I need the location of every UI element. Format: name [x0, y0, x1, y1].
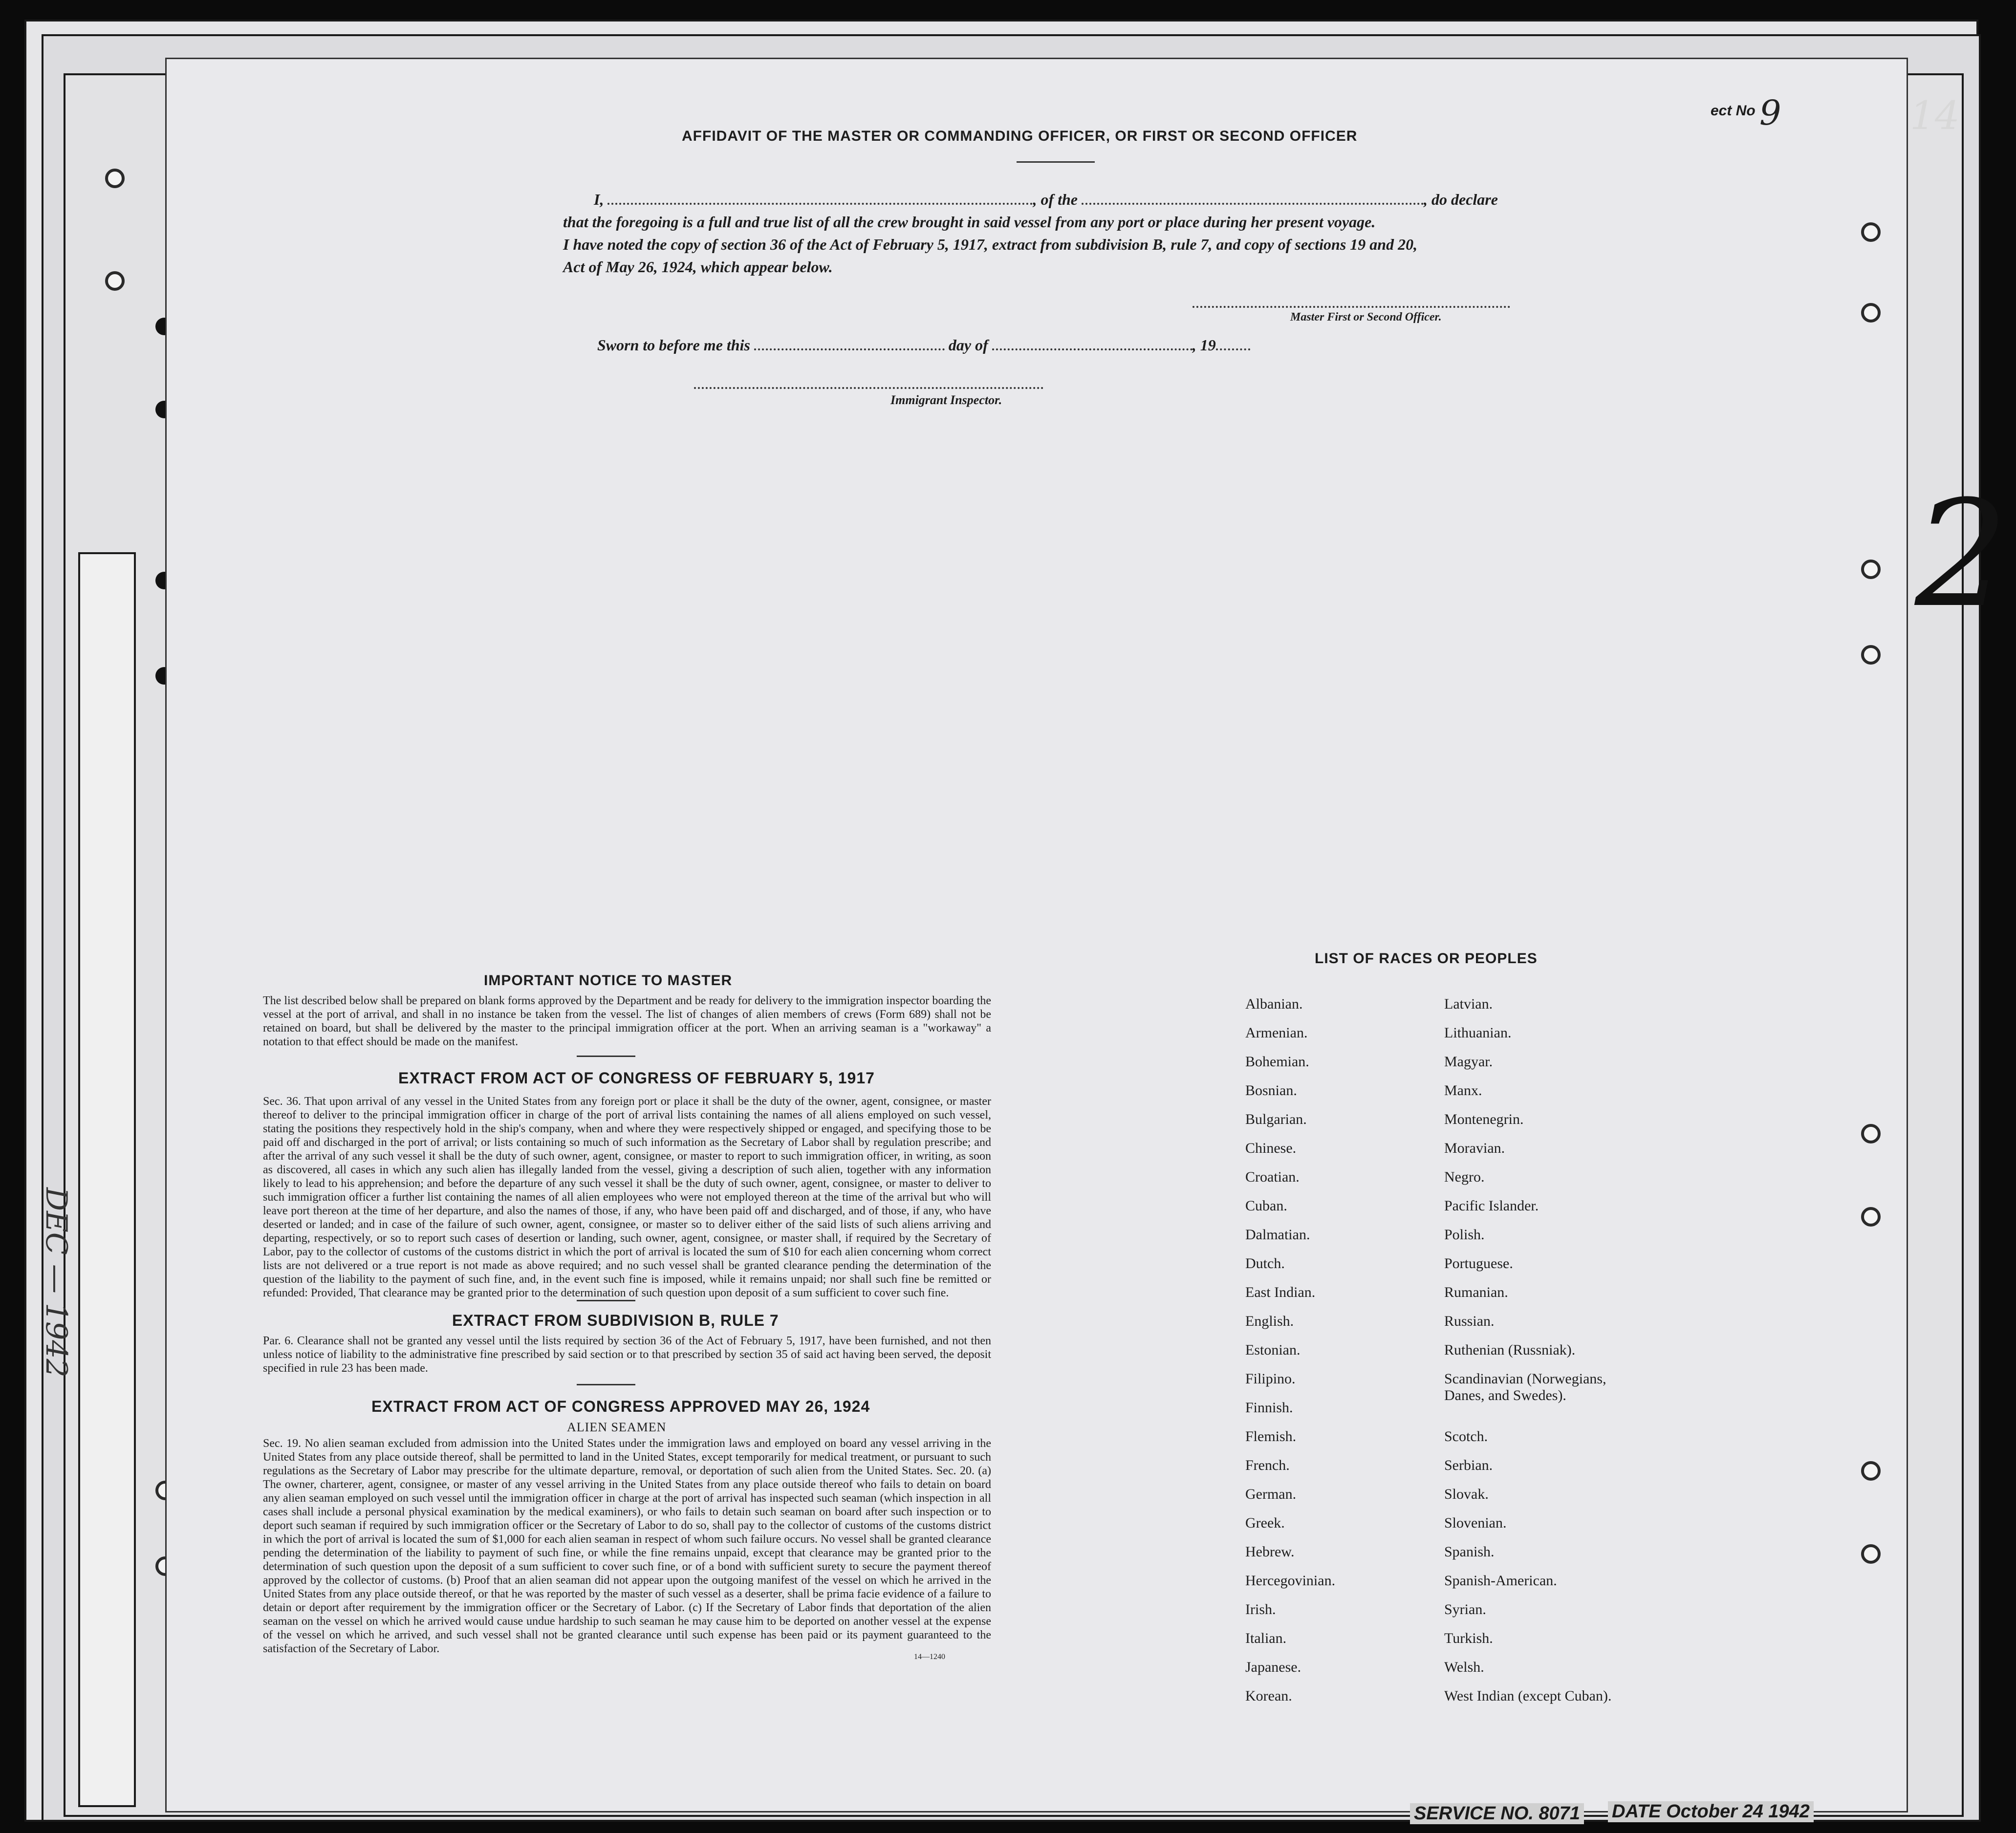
footer-date: DATE October 24 1942 — [1608, 1801, 1814, 1822]
punch-hole — [1861, 222, 1881, 242]
race-item: Scotch. — [1444, 1428, 1488, 1445]
handwritten-number: 14 — [1910, 93, 1960, 138]
race-item: Armenian. — [1245, 1025, 1308, 1041]
race-item: Bulgarian. — [1245, 1111, 1307, 1127]
punch-hole — [1861, 645, 1881, 665]
of-the-label: , of the — [1033, 191, 1078, 208]
master-signature-field[interactable] — [1192, 301, 1510, 308]
race-item: East Indian. — [1245, 1284, 1316, 1300]
race-item: Bohemian. — [1245, 1054, 1309, 1070]
race-item: Manx. — [1444, 1082, 1482, 1099]
race-item: Rumanian. — [1444, 1284, 1508, 1300]
under-page-strip — [78, 552, 136, 1807]
punch-hole — [1861, 1461, 1881, 1481]
binder-hole — [105, 169, 125, 188]
extract-1924-body: Sec. 19. No alien seaman excluded from admission into the United States under the immigration laws and employed on board any vessel arriving in the United States from any place outside thereof, shall be permitted to land in the United States, except temporarily for medical treatment, or pursuant to such regulations as the Secretary of Labor may prescribe for the ultimate departure, removal, or deportation of such alien from the United States. Sec. 20. (a) The owner, charterer, agent, consignee, or master of any vessel arriving in the United States from any place outside thereof who fails to detain on board any alien seaman employed on such vessel until the immigration officer in charge at the port of arrival has inspected such seaman (which inspection in all cases shall include a personal physical examination by the medical examiners), or who fails to detain such seaman on board after such inspection or to deport such seaman if required by such immigration officer or the Secretary of Labor to do so, shall pay to the collector of customs of the customs district in which the port of arrival is located the sum of $1,000 for each alien seaman in respect of whom such failure occurs. No vessel shall be granted clearance pending the determination of the liability to payment of such fine, or while the fine remains unpaid, except that clearance may be granted prior to the determination of such question upon the deposit of a sum sufficient to cover such fine, or of a bond with sufficient surety to secure the payment thereof approved by the collector of customs. (b) Proof that an alien seaman did not appear upon the outgoing manifest of the vessel on which he arrived in the United States from any place outside thereof, or that he was reported by the master of such vessel as a deserter, shall be prima facie evidence of a failure to detain or deport after requirement by the immigration officer or the Secretary of Labor. (c) If the Secretary of Labor finds that deportation of the alien seaman on the vessel on which he arrived would cause undue hardship to such seaman he may cause him to be deported on another vessel at the expense of the vessel on which he arrived, and such vessel shall not be granted clearance until such expense has been paid or its payment guaranteed to the satisfaction of the Secretary of Labor. — [263, 1437, 991, 1655]
extract-1917-title: EXTRACT FROM ACT OF CONGRESS OF FEBRUARY 5, 1917 — [398, 1069, 875, 1087]
punch-hole — [1861, 303, 1881, 323]
race-item: Negro. — [1444, 1169, 1485, 1185]
race-item: Hercegovinian. — [1245, 1573, 1336, 1589]
sworn-month-field[interactable] — [992, 344, 1192, 350]
race-item: Latvian. — [1444, 996, 1493, 1012]
race-item: Montenegrin. — [1444, 1111, 1524, 1127]
race-item: West Indian (except Cuban). — [1444, 1688, 1612, 1704]
extract-1924-title: EXTRACT FROM ACT OF CONGRESS APPROVED MAY 26, 1924 — [371, 1398, 870, 1415]
extract-rule7-title: EXTRACT FROM SUBDIVISION B, RULE 7 — [452, 1312, 779, 1329]
race-item: Italian. — [1245, 1630, 1287, 1646]
extract-1917-body: Sec. 36. That upon arrival of any vessel in the United States from any foreign port or place it shall be the duty of the owner, agent, consignee, or master thereof to deliver to the principal immigration officer in charge of the port of arrival lists containing the names of all aliens employed on such vessel, stating the positions they respectively hold in the ship's company, when and where they were respectively shipped or engaged, and specifying those to be paid off and discharged in the port of arrival; or lists containing so much of such information as the Secretary of Labor shall by regulation prescribe; and after the arrival of any such vessel it shall be the duty of such owner, agent, consignee, or master to report to such immigration officer, in writing, as soon as discovered, all cases in which any such alien has illegally landed from the vessel, giving a description of such alien, together with any information likely to lead to his apprehension; and before the departure of any such vessel it shall be the duty of such owner, agent, consignee, or master to deliver to such immigration officer a further list containing the names of all alien employees who were not employed thereon at the time of the arrival but who will leave port thereon at the time of her departure, and also the names of those, if any, who have been paid off and discharged, and of those, if any, who have deserted or landed; and in case of the failure of such owner, agent, consignee, or master so to deliver either of the said lists of such aliens arriving and departing, respectively, or so to report such cases of desertion or landing, such owner, agent, consignee, or master shall, if required by the Secretary of Labor, pay to the collector of customs of the customs district in which the port of arrival is located the sum of $10 for each alien concerning whom correct lists are not delivered or a true report is not made as above required; and no such vessel shall be granted clearance pending the determination of the question of the liability to the payment of such fine, and, in the event such fine is imposed, while it remains unpaid; nor shall such fine be remitted or refunded: Provided, That clearance may be granted prior to the determination of such question upon deposit of a sum sufficient to cover such fine. — [263, 1095, 991, 1299]
affidavit-line-4: Act of May 26, 1924, which appear below. — [563, 258, 833, 276]
title-rule — [1017, 161, 1095, 163]
race-item: Pacific Islander. — [1444, 1198, 1539, 1214]
race-item: Syrian. — [1444, 1601, 1486, 1617]
race-item: Bosnian. — [1245, 1082, 1297, 1099]
corner-note: ect No — [1711, 103, 1756, 119]
race-item: Spanish-American. — [1444, 1573, 1557, 1589]
race-item: Welsh. — [1444, 1659, 1484, 1675]
year-prefix: , 19 — [1192, 336, 1216, 354]
punch-hole — [1861, 1544, 1881, 1564]
race-item: Scandinavian (Norwegians, Danes, and Swedes). — [1444, 1371, 1606, 1403]
affidavit-line-2: that the foregoing is a full and true list of all the crew brought in said vessel from any port or place during her present voyage. — [563, 213, 1376, 231]
race-item: Korean. — [1245, 1688, 1292, 1704]
master-signature-label: Master First or Second Officer. — [1290, 311, 1442, 323]
race-item: Japanese. — [1245, 1659, 1301, 1675]
affidavit-line-1 — [594, 191, 1498, 209]
race-item: German. — [1245, 1486, 1297, 1502]
race-item: French. — [1245, 1457, 1290, 1473]
race-item: Polish. — [1444, 1227, 1485, 1243]
race-item: Irish. — [1245, 1601, 1276, 1617]
service-number: SERVICE NO. 8071 — [1410, 1803, 1584, 1824]
race-item: Spanish. — [1444, 1544, 1495, 1560]
race-item: Chinese. — [1245, 1140, 1297, 1156]
races-title: LIST OF RACES OR PEOPLES — [1315, 950, 1538, 967]
race-item: English. — [1245, 1313, 1294, 1329]
sworn-label: Sworn to before me this — [597, 336, 750, 354]
handwritten-number: 9 — [1759, 93, 1781, 133]
affidavit-title: AFFIDAVIT OF THE MASTER OR COMMANDING OFFICER, OR FIRST OR SECOND OFFICER — [682, 128, 1358, 144]
race-item: Magyar. — [1444, 1054, 1493, 1070]
race-item: Ruthenian (Russniak). — [1444, 1342, 1576, 1358]
race-item: Turkish. — [1444, 1630, 1493, 1646]
inspector-signature-label: Immigrant Inspector. — [890, 393, 1002, 407]
vessel-field[interactable] — [1082, 198, 1424, 205]
binder-hole — [105, 271, 125, 291]
side-date-stamp: DEC — 1942 — [39, 1187, 73, 1378]
race-item: Slovak. — [1444, 1486, 1489, 1502]
extract-1924-subtitle: ALIEN SEAMEN — [567, 1420, 667, 1434]
race-item: Dutch. — [1245, 1255, 1285, 1272]
notice-title: IMPORTANT NOTICE TO MASTER — [484, 972, 733, 989]
extract-rule7-body: Par. 6. Clearance shall not be granted any vessel until the lists required by section 36 of the Act of February 5, 1917, have been furnished, and not then unless notice of liability to the administrative fine prescribed by said section or to that prescribed by section 35 of said act having been served, the deposit specified in rule 23 has been made. — [263, 1335, 991, 1375]
race-item: Serbian. — [1444, 1457, 1493, 1473]
race-item: Greek. — [1245, 1515, 1285, 1531]
sworn-line — [597, 336, 1250, 354]
punch-hole — [1861, 560, 1881, 579]
race-item: Filipino. — [1245, 1371, 1296, 1387]
name-field[interactable] — [607, 198, 1033, 205]
sworn-day-field[interactable] — [754, 344, 945, 350]
race-item: Finnish. — [1245, 1400, 1293, 1416]
do-declare-label: , do declare — [1424, 191, 1498, 208]
race-item: Estonian. — [1245, 1342, 1301, 1358]
race-item: Croatian. — [1245, 1169, 1300, 1185]
i-label: I, — [594, 191, 604, 208]
race-item: Hebrew. — [1245, 1544, 1295, 1560]
race-item: Moravian. — [1444, 1140, 1505, 1156]
section-rule — [577, 1056, 635, 1057]
race-item: Flemish. — [1245, 1428, 1297, 1445]
race-item: Albanian. — [1245, 996, 1303, 1012]
race-item: Slovenian. — [1444, 1515, 1507, 1531]
race-item: Dalmatian. — [1245, 1227, 1310, 1243]
affidavit-line-3: I have noted the copy of section 36 of the Act of February 5, 1917, extract from subdivision B, rule 7, and copy of sections 19 and 20, — [563, 236, 1418, 253]
race-item: Russian. — [1444, 1313, 1495, 1329]
handwritten-number: 2 — [1915, 469, 2008, 640]
race-item: Portuguese. — [1444, 1255, 1513, 1272]
day-of-label: day of — [948, 336, 988, 354]
race-item: Cuban. — [1245, 1198, 1287, 1214]
punch-hole — [1861, 1124, 1881, 1143]
section-rule — [577, 1384, 635, 1385]
notice-body: The list described below shall be prepared on blank forms approved by the Department and be ready for delivery to the immigration inspector boarding the vessel at the port of arrival, and shall in no instance be taken from the vessel. The list of changes of alien members of crews (Form 689) shall not be retained on board, but shall be delivered by the master to the principal immigration officer at the port. When an arriving seaman is a "workaway" a notation to that effect should be made on the manifest. — [263, 994, 991, 1048]
sworn-year-field[interactable] — [1216, 344, 1250, 350]
section-rule — [577, 1300, 635, 1301]
form-code: 14—1240 — [914, 1653, 945, 1661]
punch-hole — [1861, 1207, 1881, 1227]
race-item: Lithuanian. — [1444, 1025, 1512, 1041]
inspector-signature-field[interactable] — [694, 382, 1043, 389]
